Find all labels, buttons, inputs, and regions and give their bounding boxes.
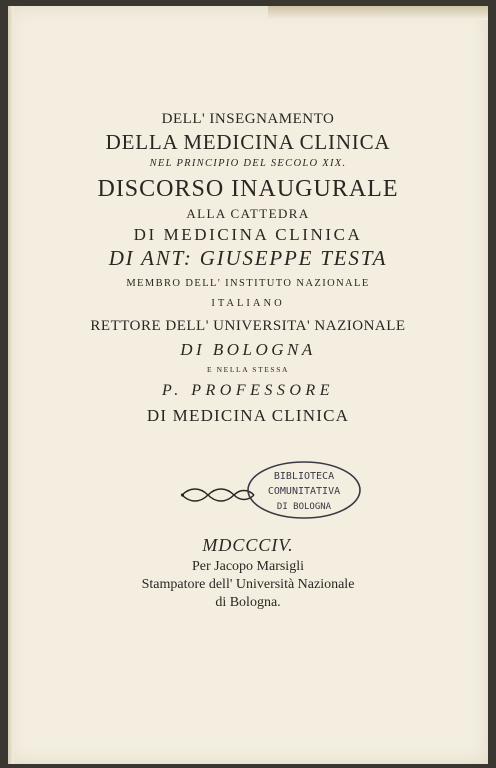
title-line-5: ALLA CATTEDRA: [186, 205, 310, 221]
imprint-printer: Per Jacopo Marsigli: [192, 559, 304, 574]
title-line-14: DI MEDICINA CLINICA: [146, 406, 350, 425]
title-line-13: P. PROFESSORE: [162, 382, 334, 399]
title-line-9: ITALIANO: [211, 298, 285, 309]
title-block: [8, 112, 488, 424]
imprint-place: di Bologna.: [215, 595, 281, 610]
library-stamp: [246, 460, 362, 520]
title-line-1: DELL' INSEGNAMENTO: [161, 111, 335, 127]
ornament-flourish-icon: [180, 484, 256, 506]
title-line-12: E NELLA STESSA: [207, 364, 289, 374]
stamp-line-2: COMUNITATIVA: [267, 486, 341, 497]
stamp-line-3: DI BOLOGNA: [276, 502, 332, 512]
author-line: DI ANT: GIUSEPPE TESTA: [108, 245, 388, 270]
title-line-3: NEL PRINCIPIO DEL SECOLO XIX.: [149, 158, 347, 169]
title-line-6: DI MEDICINA CLINICA: [133, 224, 363, 244]
imprint-block: [8, 536, 488, 610]
book-page: [8, 6, 488, 764]
stamp-line-1: BIBLIOTECA: [273, 471, 335, 482]
title-line-8: MEMBRO DELL' INSTITUTO NAZIONALE: [126, 277, 370, 289]
title-line-10: RETTORE DELL' UNIVERSITA' NAZIONALE: [90, 317, 406, 334]
title-line-2: DELLA MEDICINA CLINICA: [105, 130, 391, 154]
title-line-4: DISCORSO INAUGURALE: [97, 175, 399, 202]
imprint-year: MDCCCIV.: [202, 535, 294, 555]
title-line-11: DI BOLOGNA: [180, 339, 316, 359]
page-top-edge: [268, 6, 488, 20]
imprint-role: Stampatore dell' Università Nazionale: [141, 577, 355, 592]
